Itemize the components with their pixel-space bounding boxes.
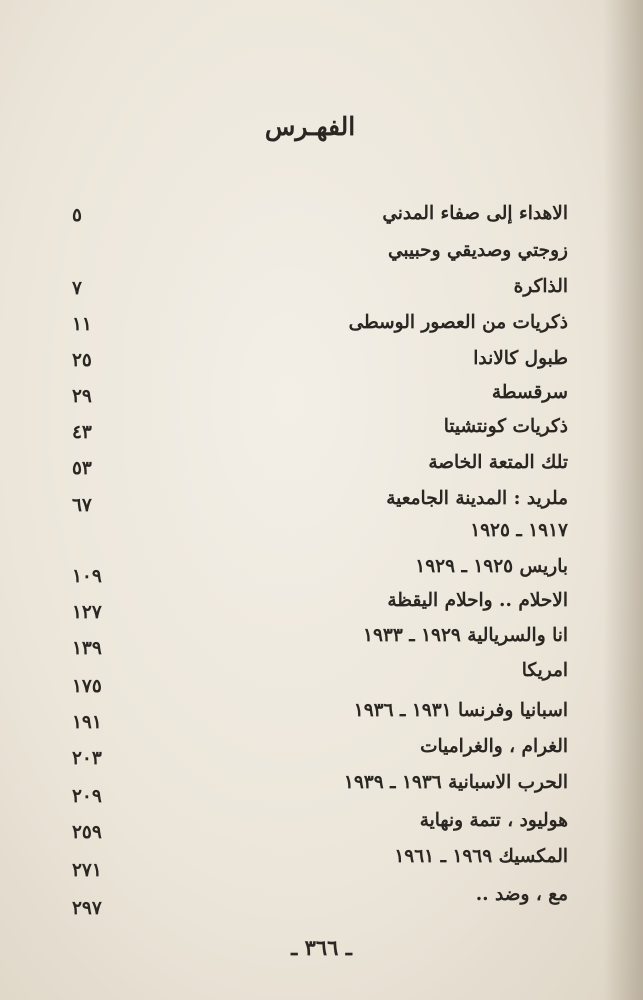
toc-entry-page: ٥ [72, 205, 82, 226]
toc-entry-page: ١١ [72, 314, 92, 335]
toc-entry-page: ٢٩٧ [72, 898, 102, 919]
toc-entry-page: ١٧٥ [72, 676, 102, 697]
toc-entry-page: ٢٧١ [72, 860, 102, 881]
toc-entry-title: انا والسريالية ١٩٢٩ ـ ١٩٣٣ [363, 625, 568, 646]
toc-entry-title: مع ، وضد .. [475, 884, 568, 905]
toc-entry-title: المكسيك ١٩٦٩ ـ ١٩٦١ [394, 846, 568, 867]
toc-entry-page: ١٣٩ [72, 638, 102, 659]
toc-entry-title: اسبانيا وفرنسا ١٩٣١ ـ ١٩٣٦ [353, 700, 568, 721]
toc-entry-title: تلك المتعة الخاصة [428, 452, 568, 473]
toc-entry-page: ١٢٧ [72, 602, 102, 623]
toc-entry-title: الغرام ، والغراميات [420, 736, 568, 757]
toc-entry-page: ٢٠٣ [72, 748, 102, 769]
toc-entry-title: ذكريات كونتشيتا [443, 416, 568, 437]
toc-entry-title: امريكا [521, 660, 568, 681]
toc-entry-page: ١٠٩ [72, 566, 102, 587]
toc-entry-page: ٥٣ [72, 458, 92, 479]
toc-entry-page: ٢٥٩ [72, 822, 102, 843]
toc-entry-title: ذكريات من العصور الوسطى [348, 312, 568, 333]
toc-entry-page: ٤٣ [72, 422, 92, 443]
toc-entry-title: باريس ١٩٢٥ ـ ١٩٢٩ [415, 556, 568, 577]
toc-entry-page: ٦٧ [72, 495, 92, 516]
toc-entry-page: ٢٠٩ [72, 786, 102, 807]
toc-entry-title: الاهداء إلى صفاء المدني [382, 203, 568, 224]
toc-entry-title: الاحلام .. واحلام اليقظة [387, 590, 568, 611]
toc-entry-title: طبول كالاندا [473, 348, 568, 369]
toc-heading: الفهـرس [264, 112, 356, 141]
toc-entry-title: ملريد : المدينة الجامعية [386, 488, 568, 509]
toc-entry-title: هوليود ، تتمة ونهاية [419, 810, 568, 831]
toc-entry-title: ١٩١٧ ـ ١٩٢٥ [470, 520, 568, 541]
toc-entry-page: ٧ [72, 278, 82, 299]
page-number: ـ ٣٦٦ ـ [291, 935, 352, 960]
toc-entry-page: ١٩١ [72, 712, 102, 733]
toc-entry-title: الحرب الاسبانية ١٩٣٦ ـ ١٩٣٩ [343, 772, 568, 793]
toc-entry-page: ٢٥ [72, 350, 92, 371]
toc-entry-title: سرقسطة [491, 382, 568, 403]
toc-entry-page: ٢٩ [72, 386, 92, 407]
toc-entry-title: الذاكرة [513, 276, 568, 297]
toc-entry-title: زوجتي وصديقي وحبيبي [387, 240, 568, 261]
